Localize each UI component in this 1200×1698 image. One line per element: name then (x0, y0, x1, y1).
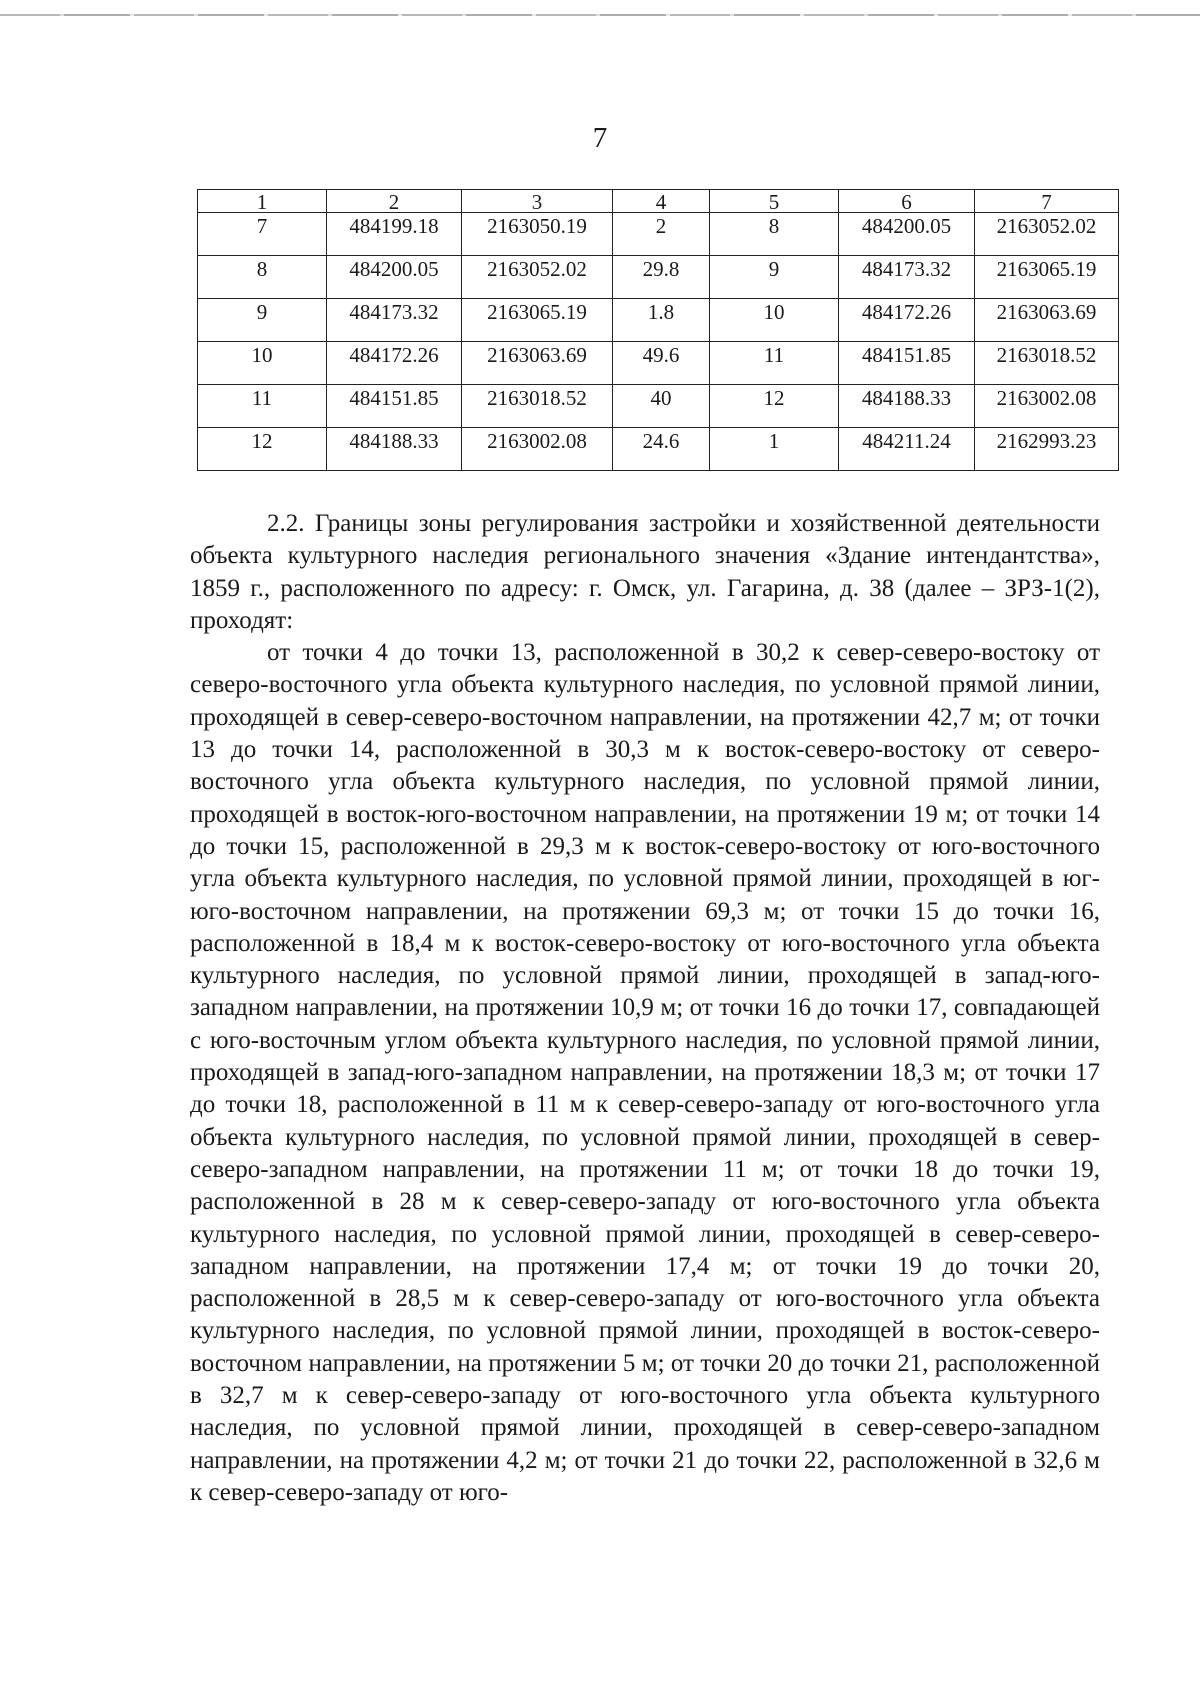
table-header-row (198, 190, 1119, 213)
table-cell: 2163002.08 (975, 385, 1119, 428)
header-cell: 6 (839, 190, 975, 213)
table-cell: 2163063.69 (462, 342, 613, 385)
table-cell: 484188.33 (839, 385, 975, 428)
table-cell: 2163063.69 (975, 299, 1119, 342)
table-cell: 2163018.52 (975, 342, 1119, 385)
paragraph: 2.2. Границы зоны регулирования застройки и хозяйственной деятельности объекта культурного наследия регионального значения «Здание интендантства», 1859 г., расположенного по адресу: г. Омск, ул. Гагарина, д. 38 (далее – ЗРЗ-1(2), проходят: (190, 510, 1100, 634)
table-cell: 8 (198, 256, 327, 299)
table-cell: 484199.18 (327, 213, 462, 256)
table-cell: 9 (198, 299, 327, 342)
table-cell: 2 (613, 213, 710, 256)
table-cell: 2163065.19 (462, 299, 613, 342)
table-cell: 2162993.23 (975, 428, 1119, 471)
table-cell: 1 (710, 428, 839, 471)
table-cell: 2163052.02 (975, 213, 1119, 256)
header-cell: 4 (613, 190, 710, 213)
table-cell: 8 (710, 213, 839, 256)
table-row (198, 299, 1119, 342)
table-cell: 484200.05 (839, 213, 975, 256)
table-cell: 2163018.52 (462, 385, 613, 428)
table-cell: 484173.32 (327, 299, 462, 342)
table-cell: 484151.85 (327, 385, 462, 428)
table-row (198, 256, 1119, 299)
table-cell: 2163050.19 (462, 213, 613, 256)
table-cell: 9 (710, 256, 839, 299)
table-cell: 2163002.08 (462, 428, 613, 471)
table-cell: 484172.26 (839, 299, 975, 342)
table-cell: 12 (198, 428, 327, 471)
page-number: 7 (592, 122, 608, 154)
table-cell: 484188.33 (327, 428, 462, 471)
table-cell: 11 (710, 342, 839, 385)
table-cell: 10 (710, 299, 839, 342)
table-cell: 484173.32 (839, 256, 975, 299)
table-row (198, 428, 1119, 471)
table-cell: 24.6 (613, 428, 710, 471)
document-body (190, 508, 1100, 1509)
table-cell: 40 (613, 385, 710, 428)
paragraph: от точки 4 до точки 13, расположенной в 30,2 к север-северо-востоку от северо-восточного угла объекта культурного наследия, по условной прямой линии, проходящей в север-северо-восточном направлении, на протяжении 42,7 м; от точки 13 до точки 14, расположенной в 30,3 м к восток-северо-востоку от северо-восточного угла объекта культурного наследия, по условной прямой линии, проходящей в восток-юго-восточном направлении, на протяжении 19 м; от точки 14 до точки 15, расположенной в 29,3 м к восток-северо-востоку от юго-восточного угла объекта культурного наследия, по условной прямой линии, проходящей в юг-юго-восточном направлении, на протяжении 69,3 м; от точки 15 до точки 16, расположенной в 18,4 м к восток-северо-востоку от юго-восточного угла объекта культурного наследия, по условной прямой линии, проходящей в запад-юго-западном направлении, на протяжении 10,9 м; от точки 16 до точки 17, совпадающей с юго-восточным углом объекта культурного наследия, по условной прямой линии, проходящей в запад-юго-западном направлении, на протяжении 18,3 м; от точки 17 до точки 18, расположенной в 11 м к север-северо-западу от юго-восточного угла объекта культурного наследия, по условной прямой линии, проходящей в север-северо-западном направлении, на протяжении 11 м; от точки 18 до точки 19, расположенной в 28 м к север-северо-западу от юго-восточного угла объекта культурного наследия, по условной прямой линии, проходящей в север-северо-западном направлении, на протяжении 17,4 м; от точки 19 до точки 20, расположенной в 28,5 м к север-северо-западу от юго-восточного угла объекта культурного наследия, по условной прямой линии, проходящей в восток-северо-восточном направлении, на протяжении 5 м; от точки 20 до точки 21, расположенной в 32,7 м к север-северо-западу от юго-восточного угла объекта культурного наследия, по условной прямой линии, проходящей в север-северо-западном направлении, на протяжении 4,2 м; от точки 21 до точки 22, расположенной в 32,6 м к север-северо-западу от юго- (190, 639, 1100, 1506)
table-row (198, 385, 1119, 428)
table-cell: 49.6 (613, 342, 710, 385)
table-cell: 11 (198, 385, 327, 428)
table-cell: 2163065.19 (975, 256, 1119, 299)
table-cell: 484151.85 (839, 342, 975, 385)
table-cell: 2163052.02 (462, 256, 613, 299)
header-cell: 2 (327, 190, 462, 213)
table-cell: 7 (198, 213, 327, 256)
table-cell: 484200.05 (327, 256, 462, 299)
header-cell: 1 (198, 190, 327, 213)
table-cell: 29.8 (613, 256, 710, 299)
header-cell: 7 (975, 190, 1119, 213)
table-cell: 484211.24 (839, 428, 975, 471)
table-cell: 484172.26 (327, 342, 462, 385)
header-cell: 5 (710, 190, 839, 213)
table-row (198, 342, 1119, 385)
table-cell: 1.8 (613, 299, 710, 342)
table-cell: 10 (198, 342, 327, 385)
coordinates-table (197, 189, 1119, 471)
table-row (198, 213, 1119, 256)
header-cell: 3 (462, 190, 613, 213)
scan-top-edge (0, 14, 1200, 16)
table-cell: 12 (710, 385, 839, 428)
